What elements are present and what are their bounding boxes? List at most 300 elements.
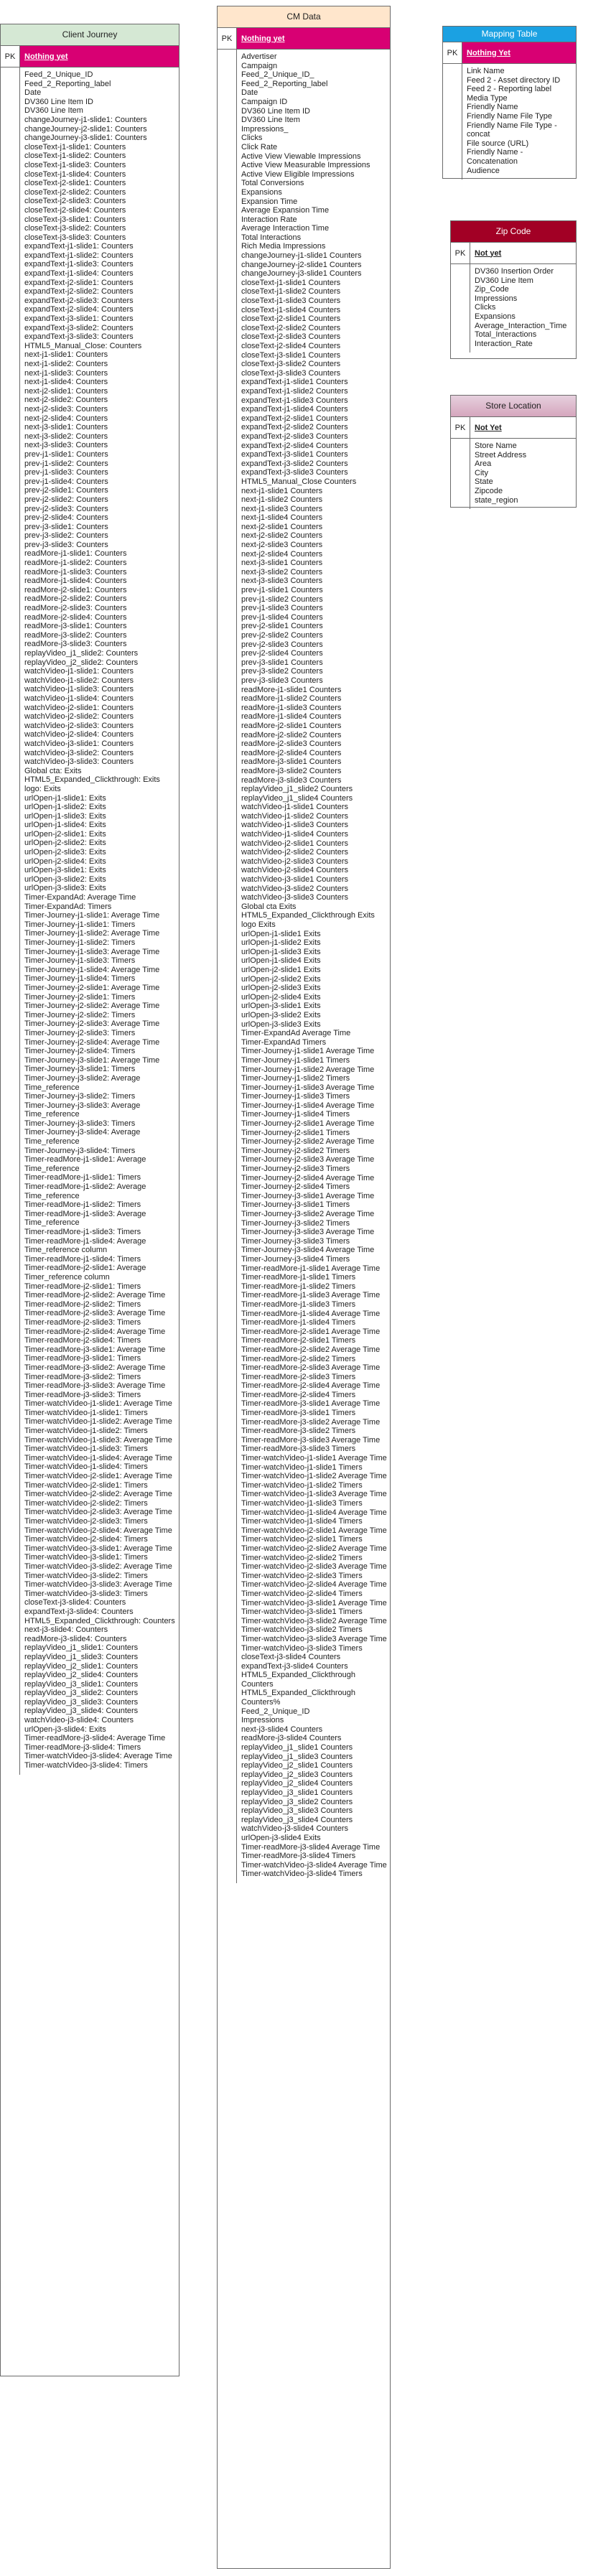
- attribute-row: Timer-watchVideo-j2-slide4 Timers: [241, 1589, 363, 1598]
- attribute-row: prev-j2-slide2 Counters: [241, 631, 323, 640]
- attribute-row: prev-j3-slide2 Counters: [241, 667, 323, 676]
- attribute-list: [237, 50, 390, 1883]
- attribute-row: closeText-j2-slide4 Counters: [241, 342, 341, 350]
- attribute-row: readMore-j1-slide2 Counters: [241, 694, 342, 704]
- entity-mapping-table[interactable]: [442, 26, 577, 179]
- attribute-row: Timer-readMore-j1-slide3 Timers: [241, 1299, 356, 1309]
- pk-label: PK: [443, 42, 462, 63]
- attribute-row: HTML5_Expanded_Clickthrough Exits: [241, 911, 375, 920]
- attribute-row: closeText-j2-slide2: Counters: [24, 187, 126, 197]
- attribute-row: Timer-watchVideo-j2-slide2: Timers: [24, 1498, 148, 1508]
- attribute-row: Friendly Name File Type - concat: [467, 121, 559, 139]
- attribute-row: watchVideo-j1-slide3: Counters: [24, 685, 134, 694]
- attribute-row: Impressions: [241, 1716, 284, 1725]
- attribute-row: watchVideo-j1-slide3 Counters: [241, 821, 348, 830]
- pk-row: [1, 46, 179, 67]
- attribute-row: Timer-Journey-j3-slide2: Average Time_reference: [24, 1073, 143, 1092]
- attribute-row: next-j3-slide2: Counters: [24, 431, 108, 441]
- attribute-row: closeText-j3-slide1: Counters: [24, 215, 126, 224]
- attribute-row: Timer-Journey-j3-slide4: Average Time_reference: [24, 1128, 143, 1147]
- attribute-row: urlOpen-j2-slide1 Exits: [241, 965, 321, 974]
- entity-title: CM Data: [218, 6, 390, 28]
- attribute-row: Timer-Journey-j3-slide1 Average Time: [241, 1191, 375, 1200]
- attribute-row: Total Interactions: [241, 233, 302, 242]
- attribute-row: watchVideo-j3-slide4: Counters: [24, 1716, 134, 1725]
- attribute-row: Timer-ExpandAd Timers: [241, 1037, 327, 1047]
- attribute-row: Feed 2 - Asset directory ID: [467, 75, 561, 85]
- attribute-row: Impressions: [475, 294, 518, 303]
- attribute-row: changeJourney-j2-slide1 Counters: [241, 260, 362, 269]
- attribute-row: closeText-j2-slide1: Counters: [24, 179, 126, 188]
- attribute-row: closeText-j3-slide4 Counters: [241, 1653, 341, 1662]
- attribute-row: Global cta Exits: [241, 902, 297, 911]
- attribute-row: replayVideo_j1_slide1: Counters: [24, 1643, 139, 1653]
- attribute-row: watchVideo-j2-slide4 Counters: [241, 866, 348, 875]
- attribute-row: Timer-readMore-j3-slide2 Timers: [241, 1427, 356, 1436]
- attribute-row: urlOpen-j1-slide4: Exits: [24, 821, 106, 830]
- attribute-row: next-j2-slide1 Counters: [241, 522, 323, 531]
- attribute-row: Timer-readMore-j2-slide2: Average Time: [24, 1291, 166, 1300]
- attribute-gutter: [218, 50, 237, 1883]
- pk-field[interactable]: Nothing Yet: [462, 42, 576, 63]
- attribute-row: readMore-j3-slide2 Counters: [241, 766, 342, 775]
- attribute-row: Timer-readMore-j3-slide3 Average Time: [241, 1435, 381, 1445]
- attribute-row: urlOpen-j2-slide2 Exits: [241, 974, 321, 984]
- attribute-gutter: [451, 439, 470, 509]
- attribute-row: Date: [24, 88, 42, 98]
- attribute-row: Timer-Journey-j3-slide4 Average Time: [241, 1246, 375, 1255]
- attribute-row: Timer-ExpandAd: Timers: [24, 902, 112, 911]
- attribute-row: prev-j2-slide4: Counters: [24, 513, 108, 523]
- attribute-row: HTML5_Manual_Close Counters: [241, 477, 357, 486]
- attribute-row: Feed_2_Reporting_label: [241, 79, 328, 88]
- attribute-row: Timer-watchVideo-j3-slide3 Timers: [241, 1643, 363, 1653]
- attribute-row: Timer-readMore-j2-slide3 Average Time: [241, 1363, 381, 1373]
- attribute-row: prev-j1-slide3 Counters: [241, 604, 323, 613]
- attribute-row: Timer-watchVideo-j2-slide4: Average Time: [24, 1526, 172, 1535]
- attribute-row: Advertiser: [241, 52, 277, 61]
- attribute-row: closeText-j1-slide1: Counters: [24, 142, 126, 151]
- attribute-row: Timer-Journey-j2-slide3: Timers: [24, 1028, 136, 1037]
- attribute-row: readMore-j2-slide1 Counters: [241, 721, 342, 730]
- attribute-row: Timer-Journey-j2-slide2: Average Time: [24, 1002, 160, 1011]
- attribute-row: replayVideo_j3_slide3: Counters: [24, 1697, 139, 1707]
- attribute-row: expandText-j2-slide3 Counters: [241, 431, 348, 441]
- attribute-row: readMore-j3-slide2: Counters: [24, 630, 127, 640]
- attribute-row: Feed_2_Unique_ID_: [241, 70, 314, 80]
- attribute-row: Timer-readMore-j3-slide4 Timers: [241, 1852, 356, 1861]
- attribute-row: expandText-j2-slide1 Counters: [241, 414, 348, 423]
- attribute-row: readMore-j3-slide3: Counters: [24, 640, 127, 649]
- attribute-row: watchVideo-j3-slide1 Counters: [241, 875, 348, 885]
- attribute-row: Timer-watchVideo-j1-slide2 Timers: [241, 1480, 363, 1490]
- attribute-row: Timer-Journey-j1-slide1 Average Time: [241, 1047, 375, 1056]
- attribute-row: Timer-readMore-j3-slide4: Average Time: [24, 1734, 166, 1743]
- attribute-row: Timer-readMore-j1-slide1 Average Time: [241, 1264, 381, 1273]
- attribute-row: next-j3-slide3: Counters: [24, 441, 108, 450]
- attribute-row: replayVideo_j3_slide3 Counters: [241, 1806, 353, 1816]
- attribute-row: DV360 Line Item: [241, 116, 300, 125]
- attribute-row: Timer-watchVideo-j3-slide1: Average Time: [24, 1544, 172, 1553]
- attribute-row: DV360 Line Item: [24, 106, 83, 116]
- attribute-row: Timer-readMore-j3-slide2 Average Time: [241, 1417, 381, 1427]
- attribute-row: closeText-j3-slide3: Counters: [24, 233, 126, 242]
- attribute-row: HTML5_Manual_Close: Counters: [24, 341, 142, 350]
- attribute-row: Timer-Journey-j1-slide3: Timers: [24, 956, 136, 966]
- pk-row: [443, 42, 576, 64]
- attribute-row: Timer-Journey-j2-slide4: Timers: [24, 1047, 136, 1056]
- attribute-row: Store Name: [475, 442, 517, 450]
- attribute-row: Timer-readMore-j2-slide1 Average Time: [241, 1327, 381, 1336]
- attribute-row: Timer-watchVideo-j1-slide4 Timers: [241, 1517, 363, 1526]
- attribute-row: Zip_Code: [475, 285, 509, 294]
- attribute-row: changeJourney-j3-slide1: Counters: [24, 134, 147, 143]
- attribute-row: urlOpen-j3-slide2 Exits: [241, 1010, 321, 1019]
- attribute-row: readMore-j3-slide1: Counters: [24, 622, 127, 631]
- attribute-row: Timer-readMore-j2-slide3 Timers: [241, 1372, 356, 1381]
- attribute-row: expandText-j1-slide3: Counters: [24, 260, 134, 269]
- attribute-row: Timer-readMore-j2-slide3: Average Time: [24, 1309, 166, 1318]
- entity-title: Mapping Table: [443, 27, 576, 42]
- attribute-row: replayVideo_j1_slide4 Counters: [241, 793, 353, 803]
- attribute-row: Timer-watchVideo-j1-slide4 Average Time: [241, 1508, 387, 1517]
- attribute-row: Timer-Journey-j3-slide1 Timers: [241, 1200, 350, 1210]
- attribute-row: expandText-j3-slide4 Counters: [241, 1661, 348, 1671]
- pk-row: [451, 243, 576, 264]
- attribute-row: Average_Interaction_Time: [475, 321, 567, 330]
- attribute-row: changeJourney-j2-slide1: Counters: [24, 124, 147, 134]
- attribute-row: replayVideo_j2_slide4: Counters: [24, 1671, 139, 1680]
- attribute-row: Active View Viewable Impressions: [241, 151, 361, 161]
- pk-label: PK: [451, 243, 470, 263]
- attribute-row: expandText-j1-slide3 Counters: [241, 396, 348, 405]
- attribute-row: Timer-readMore-j1-slide1 Timers: [241, 1273, 356, 1282]
- entity-title: Client Journey: [1, 24, 179, 46]
- attribute-row: next-j1-slide4: Counters: [24, 378, 108, 387]
- attribute-row: Timer-Journey-j3-slide3: Timers: [24, 1119, 136, 1128]
- attribute-row: replayVideo_j2_slide3 Counters: [241, 1770, 353, 1779]
- attribute-row: DV360 Line Item ID: [241, 106, 310, 116]
- attribute-row: expandText-j1-slide2 Counters: [241, 386, 348, 396]
- attribute-row: Timer-Journey-j3-slide1: Timers: [24, 1065, 136, 1074]
- attribute-row: urlOpen-j2-slide2: Exits: [24, 839, 106, 848]
- attribute-row: Zipcode: [475, 486, 503, 495]
- attribute-row: Media Type: [467, 93, 508, 103]
- attribute-row: urlOpen-j2-slide3: Exits: [24, 848, 106, 857]
- attribute-row: Active View Measurable Impressions: [241, 161, 370, 170]
- entity-title: Zip Code: [451, 221, 576, 243]
- attribute-row: closeText-j2-slide4: Counters: [24, 205, 126, 215]
- attribute-row: readMore-j1-slide1 Counters: [241, 685, 342, 694]
- attribute-row: Global cta: Exits: [24, 766, 82, 775]
- attribute-row: next-j2-slide4 Counters: [241, 549, 323, 559]
- attribute-row: replayVideo_j1_slide3 Counters: [241, 1752, 353, 1761]
- attribute-row: Total Conversions: [241, 179, 304, 188]
- attribute-row: replayVideo_j3_slide1 Counters: [241, 1788, 353, 1797]
- attribute-gutter: [1, 67, 20, 1775]
- attribute-row: replayVideo_j3_slide2 Counters: [241, 1797, 353, 1806]
- attribute-row: Timer-watchVideo-j1-slide1: Timers: [24, 1408, 148, 1417]
- entity-title: Store Location: [451, 396, 576, 417]
- attribute-row: expandText-j1-slide2: Counters: [24, 251, 134, 260]
- attribute-list: [470, 264, 576, 353]
- attribute-row: changeJourney-j1-slide1 Counters: [241, 251, 362, 261]
- pk-field[interactable]: Not Yet: [475, 423, 502, 432]
- attribute-row: readMore-j3-slide4: Counters: [24, 1634, 127, 1643]
- attribute-row: prev-j3-slide2: Counters: [24, 531, 108, 541]
- attribute-row: Timer-readMore-j1-slide3 Average Time: [241, 1291, 381, 1300]
- attribute-row: Timer-watchVideo-j3-slide4: Average Time: [24, 1752, 172, 1761]
- attribute-row: readMore-j1-slide3 Counters: [241, 703, 342, 712]
- attribute-row: Timer-readMore-j2-slide1: Timers: [24, 1282, 141, 1291]
- attribute-row: urlOpen-j1-slide2 Exits: [241, 938, 321, 948]
- attribute-row: next-j3-slide3 Counters: [241, 577, 323, 586]
- attribute-row: replayVideo_j2_slide1: Counters: [24, 1661, 139, 1671]
- attribute-row: Campaign ID: [241, 97, 288, 106]
- attribute-row: Timer-Journey-j1-slide3 Timers: [241, 1092, 350, 1101]
- attribute-row: closeText-j3-slide3 Counters: [241, 368, 341, 378]
- attribute-row: Timer-Journey-j2-slide4: Average Time: [24, 1037, 160, 1047]
- attribute-row: Timer-Journey-j2-slide4 Average Time: [241, 1173, 375, 1182]
- attribute-row: prev-j2-slide1: Counters: [24, 486, 108, 495]
- attribute-row: watchVideo-j3-slide2 Counters: [241, 884, 348, 893]
- attribute-row: readMore-j2-slide3: Counters: [24, 604, 127, 613]
- attribute-row: prev-j1-slide1 Counters: [241, 586, 323, 595]
- attribute-row: Timer-readMore-j1-slide1: Timers: [24, 1173, 141, 1182]
- attribute-row: Timer-watchVideo-j3-slide1 Average Time: [241, 1598, 387, 1607]
- attribute-row: Timer-watchVideo-j2-slide2: Average Time: [24, 1490, 172, 1499]
- attribute-row: replayVideo_j1_slide2: Counters: [24, 649, 139, 658]
- attribute-row: Timer-readMore-j2-slide2 Average Time: [241, 1345, 381, 1354]
- attribute-row: closeText-j1-slide2: Counters: [24, 151, 126, 161]
- attribute-row: urlOpen-j3-slide1 Exits: [241, 1002, 321, 1011]
- attribute-row: Timer-Journey-j2-slide2: Timers: [24, 1010, 136, 1019]
- attribute-row: Timer-watchVideo-j1-slide3: Average Time: [24, 1435, 172, 1445]
- attribute-row: watchVideo-j2-slide2: Counters: [24, 712, 134, 722]
- pk-field[interactable]: Nothing yet: [237, 28, 390, 49]
- attribute-row: Timer-watchVideo-j1-slide3: Timers: [24, 1445, 148, 1454]
- attribute-row: closeText-j1-slide1 Counters: [241, 278, 341, 287]
- attribute-row: Timer-Journey-j1-slide3: Average Time: [24, 947, 160, 956]
- attribute-row: watchVideo-j1-slide1: Counters: [24, 667, 134, 676]
- attribute-row: expandText-j2-slide4: Counters: [24, 305, 134, 314]
- attribute-row: next-j2-slide3: Counters: [24, 404, 108, 414]
- attribute-row: next-j1-slide1: Counters: [24, 350, 108, 360]
- attribute-row: City: [475, 468, 488, 477]
- attribute-row: closeText-j2-slide3 Counters: [241, 332, 341, 342]
- attribute-row: Timer-readMore-j1-slide3: Average Time_reference: [24, 1209, 149, 1228]
- attribute-row: closeText-j1-slide3 Counters: [241, 297, 341, 306]
- attribute-row: Timer-ExpandAd Average Time: [241, 1029, 351, 1038]
- attribute-row: Timer-Journey-j2-slide1: Timers: [24, 992, 136, 1002]
- attribute-row: expandText-j3-slide1: Counters: [24, 314, 134, 324]
- attribute-row: replayVideo_j3_slide1: Counters: [24, 1679, 139, 1689]
- attribute-row: state_region: [475, 495, 518, 505]
- pk-field[interactable]: Nothing yet: [20, 46, 179, 67]
- attribute-row: next-j1-slide3: Counters: [24, 368, 108, 378]
- attribute-row: Timer-Journey-j1-slide1 Timers: [241, 1055, 350, 1065]
- attribute-row: Clicks: [475, 303, 496, 312]
- attribute-row: Clicks: [241, 134, 263, 143]
- attribute-row: Timer-Journey-j1-slide3 Average Time: [241, 1083, 375, 1092]
- attribute-row: watchVideo-j3-slide4 Counters: [241, 1824, 348, 1834]
- attribute-row: HTML5_Expanded_Clickthrough: Exits: [24, 775, 160, 785]
- attribute-row: Timer-readMore-j1-slide2 Timers: [241, 1282, 356, 1291]
- attribute-row: Timer-readMore-j1-slide2: Average Time_reference: [24, 1182, 149, 1200]
- attribute-row: Timer-readMore-j3-slide1: Timers: [24, 1354, 141, 1363]
- attribute-row: Timer-Journey-j2-slide2 Timers: [241, 1146, 350, 1155]
- attribute-row: Timer-watchVideo-j3-slide3: Timers: [24, 1589, 148, 1598]
- attribute-row: closeText-j3-slide4: Counters: [24, 1598, 126, 1607]
- attribute-row: closeText-j2-slide3: Counters: [24, 197, 126, 206]
- attribute-row: Timer-watchVideo-j3-slide1 Timers: [241, 1607, 363, 1617]
- attribute-row: Timer-Journey-j2-slide1 Timers: [241, 1128, 350, 1137]
- attribute-row: Timer-readMore-j3-slide3: Average Time: [24, 1381, 166, 1391]
- attribute-row: Interaction_Rate: [475, 339, 533, 348]
- attribute-row: expandText-j3-slide2 Counters: [241, 459, 348, 468]
- attribute-row: closeText-j2-slide1 Counters: [241, 314, 341, 324]
- attribute-row: Timer-readMore-j2-slide2 Timers: [241, 1354, 356, 1363]
- attribute-row: expandText-j1-slide1: Counters: [24, 242, 134, 251]
- attribute-row: Timer-watchVideo-j1-slide1 Timers: [241, 1462, 363, 1472]
- attribute-row: Timer-watchVideo-j1-slide1 Average Time: [241, 1454, 387, 1463]
- attribute-row: Friendly Name File Type: [467, 111, 553, 121]
- attribute-row: File source (URL): [467, 139, 529, 148]
- attribute-row: replayVideo_j1_slide2 Counters: [241, 785, 353, 794]
- attribute-row: Feed 2 - Reporting label: [467, 85, 552, 94]
- entity-client-journey[interactable]: [0, 24, 179, 2376]
- attribute-row: urlOpen-j3-slide4 Exits: [241, 1833, 321, 1842]
- attribute-row: watchVideo-j1-slide2 Counters: [241, 811, 348, 821]
- attribute-row: Timer-readMore-j2-slide4: Average Time: [24, 1327, 166, 1336]
- attribute-row: closeText-j1-slide4 Counters: [241, 305, 341, 314]
- attribute-row: Timer-readMore-j3-slide1 Timers: [241, 1409, 356, 1418]
- attribute-row: Timer-Journey-j2-slide2 Average Time: [241, 1137, 375, 1147]
- attribute-row: Expansions: [241, 187, 282, 197]
- attribute-row: next-j3-slide1: Counters: [24, 423, 108, 432]
- attribute-row: Timer-Journey-j3-slide2 Timers: [241, 1218, 350, 1228]
- attribute-row: watchVideo-j1-slide2: Counters: [24, 676, 134, 685]
- pk-label: PK: [451, 417, 470, 438]
- attribute-row: Timer-watchVideo-j3-slide1: Timers: [24, 1553, 148, 1562]
- attribute-row: Timer-Journey-j3-slide3 Average Time: [241, 1228, 375, 1237]
- attribute-row: urlOpen-j2-slide4: Exits: [24, 857, 106, 866]
- attribute-row: replayVideo_j1_slide3: Counters: [24, 1652, 139, 1661]
- attribute-row: prev-j3-slide3: Counters: [24, 540, 108, 549]
- attribute-row: Timer-watchVideo-j2-slide4: Timers: [24, 1535, 148, 1544]
- attribute-gutter: [451, 264, 470, 353]
- attribute-row: next-j2-slide3 Counters: [241, 541, 323, 550]
- attribute-row: next-j3-slide2 Counters: [241, 567, 323, 577]
- attribute-row: Timer-readMore-j2-slide1 Timers: [241, 1336, 356, 1345]
- attribute-row: expandText-j3-slide1 Counters: [241, 450, 348, 459]
- attribute-row: Timer-Journey-j2-slide1: Average Time: [24, 983, 160, 992]
- attribute-row: expandText-j2-slide2: Counters: [24, 287, 134, 297]
- attribute-row: watchVideo-j1-slide4 Counters: [241, 830, 348, 839]
- attribute-row: Timer-watchVideo-j2-slide4 Average Time: [241, 1580, 387, 1590]
- attribute-row: urlOpen-j3-slide3: Exits: [24, 884, 106, 893]
- attribute-row: prev-j3-slide3 Counters: [241, 676, 323, 685]
- attribute-row: Timer-watchVideo-j1-slide4: Timers: [24, 1462, 148, 1472]
- attribute-row: Timer-readMore-j2-slide3: Timers: [24, 1317, 141, 1327]
- attribute-row: Timer-Journey-j3-slide4: Timers: [24, 1146, 136, 1155]
- attribute-row: Timer-Journey-j1-slide2 Average Time: [241, 1065, 375, 1074]
- entity-zip-code[interactable]: [450, 220, 577, 359]
- attribute-row: Timer-readMore-j2-slide2: Timers: [24, 1299, 141, 1309]
- attribute-row: Timer-readMore-j1-slide1: Average Time_reference: [24, 1155, 149, 1173]
- attribute-row: next-j1-slide4 Counters: [241, 513, 323, 523]
- attribute-row: expandText-j3-slide3: Counters: [24, 332, 134, 342]
- attribute-row: watchVideo-j2-slide2 Counters: [241, 848, 348, 857]
- attribute-row: Feed_2_Unique_ID: [241, 1707, 310, 1716]
- attribute-row: Timer-Journey-j1-slide4: Average Time: [24, 965, 160, 974]
- attribute-row: Street Address: [475, 450, 527, 459]
- entity-cm-data[interactable]: [217, 6, 391, 2569]
- attribute-area: [1, 67, 179, 1775]
- attribute-row: Timer-watchVideo-j1-slide2: Timers: [24, 1427, 148, 1436]
- attribute-row: Timer-watchVideo-j3-slide2: Average Time: [24, 1562, 172, 1571]
- attribute-row: Timer-watchVideo-j2-slide1: Average Time: [24, 1472, 172, 1481]
- attribute-row: Audience: [467, 166, 500, 175]
- attribute-row: logo: Exits: [24, 784, 61, 793]
- attribute-row: Timer-watchVideo-j1-slide3 Average Time: [241, 1490, 387, 1499]
- attribute-row: watchVideo-j2-slide1: Counters: [24, 703, 134, 712]
- attribute-row: Timer-watchVideo-j1-slide1: Average Time: [24, 1399, 172, 1409]
- attribute-row: watchVideo-j2-slide3: Counters: [24, 721, 134, 730]
- attribute-row: readMore-j1-slide1: Counters: [24, 549, 127, 559]
- attribute-row: Total_Interactions: [475, 330, 537, 340]
- attribute-row: changeJourney-j1-slide1: Counters: [24, 115, 147, 124]
- attribute-row: expandText-j2-slide4 Counters: [241, 441, 348, 450]
- attribute-row: HTML5_Expanded_Clickthrough Counters: [241, 1671, 358, 1689]
- attribute-row: Timer-watchVideo-j3-slide4: Timers: [24, 1761, 148, 1770]
- attribute-row: closeText-j1-slide3: Counters: [24, 160, 126, 169]
- attribute-row: next-j1-slide2 Counters: [241, 495, 323, 505]
- attribute-row: readMore-j1-slide2: Counters: [24, 559, 127, 568]
- attribute-row: Timer-Journey-j3-slide3: Average Time_reference: [24, 1101, 143, 1119]
- attribute-row: Timer-watchVideo-j2-slide1: Timers: [24, 1480, 148, 1490]
- attribute-row: Friendly Name - Concatenation: [467, 148, 526, 166]
- attribute-row: Interaction Rate: [241, 215, 297, 224]
- attribute-row: Timer-Journey-j1-slide1: Average Time: [24, 911, 160, 920]
- pk-field[interactable]: Not yet: [475, 248, 502, 258]
- attribute-row: Campaign: [241, 61, 278, 70]
- attribute-row: watchVideo-j3-slide3: Counters: [24, 757, 134, 767]
- attribute-row: Timer-Journey-j1-slide4 Average Time: [241, 1101, 375, 1110]
- attribute-row: Timer-readMore-j2-slide4 Average Time: [241, 1381, 381, 1391]
- attribute-row: watchVideo-j3-slide3 Counters: [241, 893, 348, 902]
- attribute-row: readMore-j2-slide1: Counters: [24, 585, 127, 594]
- attribute-row: Friendly Name: [467, 103, 518, 112]
- attribute-row: prev-j2-slide3 Counters: [241, 640, 323, 649]
- attribute-row: State: [475, 477, 493, 487]
- pk-row: [451, 417, 576, 439]
- attribute-row: prev-j1-slide2: Counters: [24, 459, 108, 468]
- attribute-row: Timer-readMore-j3-slide2: Timers: [24, 1372, 141, 1381]
- attribute-row: Expansions: [475, 312, 516, 321]
- attribute-row: Timer-Journey-j1-slide4: Timers: [24, 974, 136, 984]
- attribute-row: replayVideo_j3_slide4: Counters: [24, 1707, 139, 1716]
- attribute-row: changeJourney-j3-slide1 Counters: [241, 269, 362, 279]
- attribute-row: replayVideo_j2_slide1 Counters: [241, 1761, 353, 1770]
- entity-store-location[interactable]: [450, 395, 577, 508]
- attribute-row: urlOpen-j1-slide2: Exits: [24, 803, 106, 812]
- attribute-row: expandText-j2-slide2 Counters: [241, 423, 348, 432]
- attribute-row: Timer-Journey-j2-slide1 Average Time: [241, 1119, 375, 1129]
- attribute-row: watchVideo-j1-slide1 Counters: [241, 803, 348, 812]
- attribute-area: [451, 264, 576, 353]
- attribute-row: expandText-j2-slide3: Counters: [24, 296, 134, 305]
